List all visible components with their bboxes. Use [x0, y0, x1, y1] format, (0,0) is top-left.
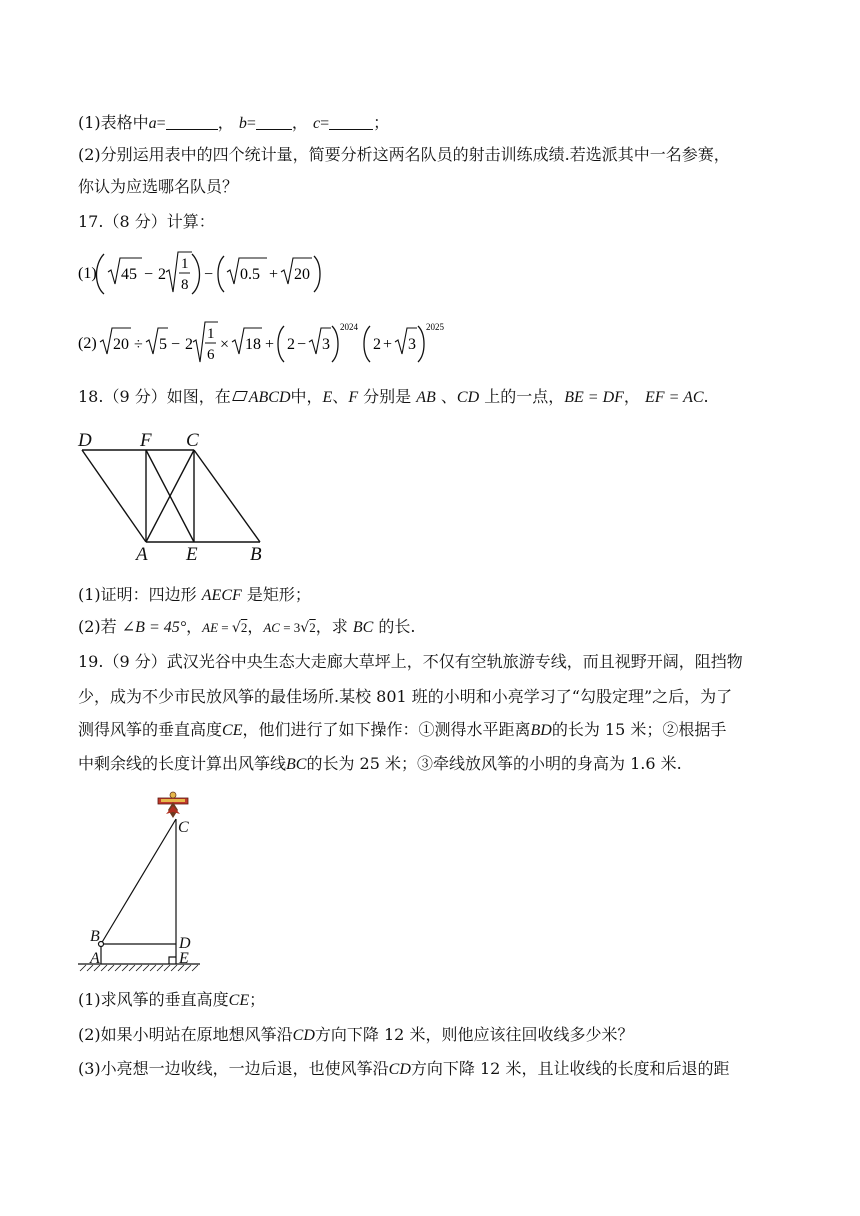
q19-p1-text: (1)求风筝的垂直高度	[78, 990, 229, 1009]
q18-cd: CD	[456, 389, 480, 406]
q17-p1-t4: 20	[294, 266, 310, 283]
q17-header: 17.（8 分）计算：	[78, 212, 215, 231]
paren-close	[332, 326, 338, 362]
q19-text: 的长为 15 米；②根据手	[551, 720, 727, 739]
kite-icon	[158, 792, 188, 818]
q19-line4	[78, 753, 682, 776]
label-c: C	[178, 819, 189, 836]
q19-line1: 19.（9 分）武汉光谷中央生态大走廊大草坪上，不仅有空轨旅游专线，而且视野开阔，阻挡物	[78, 652, 743, 671]
q19-line3	[78, 719, 726, 742]
q18-ef-ac: EF = AC	[645, 389, 704, 406]
q19-part1	[78, 989, 265, 1012]
q18-text: 上的一点，	[479, 387, 565, 406]
q19-bc: BC	[286, 756, 307, 773]
q18-be-df: BE = DF	[564, 389, 624, 406]
parallelogram-icon	[232, 391, 248, 401]
separator: ，	[217, 113, 234, 132]
label-e: E	[186, 544, 198, 564]
right-angle-mark	[169, 957, 176, 964]
blank-b[interactable]	[256, 113, 292, 130]
q18-ac: AC	[263, 620, 280, 635]
q19-ce: CE	[222, 722, 243, 739]
segment-cb	[194, 450, 260, 542]
q17-p2-b1-a: 2	[287, 336, 295, 353]
q17-p2-exp1: 2024	[340, 322, 358, 332]
paren-open	[278, 326, 284, 362]
separator: ，	[291, 113, 308, 132]
eq-sign: =	[246, 115, 256, 132]
label-a: A	[90, 950, 100, 967]
paren-close	[418, 326, 424, 362]
q18-aecf: AECF	[201, 587, 242, 604]
q17-p1-coef: 2	[158, 266, 166, 283]
eq-sign: =	[320, 115, 330, 132]
var-a: a	[148, 115, 157, 132]
minus-sign: −	[297, 336, 307, 353]
eq-sign: =	[156, 115, 166, 132]
q17-p1-t1: 45	[121, 266, 137, 283]
paren-close	[192, 254, 200, 294]
q19-cd: CD	[292, 1027, 315, 1044]
q17-p2-t2: 5	[159, 336, 167, 353]
q17-p1-den: 8	[181, 277, 189, 293]
q17-p1-t3: 0.5	[240, 266, 260, 283]
q17-expression-1	[78, 248, 378, 296]
q18-p2-text: ，	[186, 617, 203, 636]
q18-eq: =	[218, 620, 232, 635]
q19-text: 中剩余线的长度计算出风筝线	[78, 754, 287, 773]
q19-cd: CD	[388, 1061, 411, 1078]
q18-angle-b: ∠B = 45°	[121, 619, 187, 636]
q18-parallelogram-figure	[74, 428, 274, 564]
minus-sign: −	[171, 336, 181, 353]
q18-ac-value: 2	[309, 620, 316, 635]
q18-ab: AB	[416, 389, 436, 406]
q18-header-text: 18.（9 分）如图，在	[78, 387, 231, 406]
q18-p2-text: ，求	[315, 617, 353, 636]
q18-f: F	[348, 389, 359, 406]
minus-sign: −	[204, 266, 214, 283]
paren-open	[218, 256, 224, 292]
label-c: C	[186, 430, 199, 451]
q18-text: ，	[623, 387, 640, 406]
q17-p2-b2-a: 2	[373, 336, 381, 353]
q16-part1-prefix: (1)表格中	[78, 113, 149, 132]
q18-e: E	[322, 389, 333, 406]
q16-part2-line2: 你认为应选哪名队员？	[78, 177, 239, 196]
segment-da	[82, 450, 146, 542]
paren-open	[97, 254, 105, 294]
q18-p2-text: ，	[247, 617, 264, 636]
q18-text: .	[703, 387, 709, 406]
q17-p2-t4: 18	[245, 336, 261, 353]
q18-ae: AE	[202, 620, 219, 635]
q17-expression-2	[78, 318, 458, 366]
q19-p1-text: ；	[249, 990, 266, 1009]
q18-text: 中，	[290, 387, 323, 406]
sqrt-icon: √	[231, 620, 241, 636]
label-f: F	[140, 430, 152, 451]
kite-string-bc	[101, 819, 176, 944]
var-b: b	[238, 115, 247, 132]
label-e: E	[179, 950, 189, 967]
q18-part2	[78, 616, 415, 639]
q18-header	[78, 386, 709, 409]
q19-line2: 少，成为不少市民放风筝的最佳场所.某校 801 班的小明和小亮学习了“勾股定理”之后，为了	[78, 687, 733, 706]
q19-text: 的长为 25 米；③牵线放风筝的小明的身高为 1.6 米.	[306, 754, 682, 773]
q18-ae-value: 2	[240, 620, 248, 635]
q18-p1-text: 是矩形；	[241, 585, 311, 604]
plus-sign: +	[269, 266, 279, 283]
label-a: A	[136, 544, 148, 564]
plus-sign: +	[383, 336, 393, 353]
plus-sign: +	[265, 336, 275, 353]
minus-sign: −	[144, 266, 154, 283]
paren-close	[314, 256, 320, 292]
q19-part3	[78, 1058, 729, 1081]
q19-text: ，他们进行了如下操作：①测得水平距离	[242, 720, 531, 739]
sqrt-icon: √	[300, 620, 310, 636]
q17-p1-label: (1)	[78, 265, 97, 282]
q19-bd: BD	[530, 722, 552, 739]
paren-open	[364, 326, 370, 362]
q19-part2	[78, 1024, 633, 1047]
q17-p2-b1-b: 3	[322, 336, 330, 353]
q18-ac-coef: = 3	[279, 620, 301, 635]
q18-text: 、	[435, 387, 457, 406]
q18-part1	[78, 584, 311, 607]
label-b: B	[250, 544, 262, 564]
q17-p1-num: 1	[181, 256, 189, 272]
q17-p2-label: (2)	[78, 335, 97, 352]
q18-bc: BC	[352, 619, 374, 636]
q17-p2-t1: 20	[113, 336, 129, 353]
q19-kite-figure	[76, 788, 206, 974]
q17-p2-coef: 2	[185, 336, 193, 353]
q19-p2-text: (2)如果小明站在原地想风筝沿	[78, 1025, 293, 1044]
q19-p3-text: 方向下降 12 米，且让收线的长度和后退的距	[410, 1059, 730, 1078]
q16-part2-line1: (2)分别运用表中的四个统计量，简要分析这两名队员的射击训练成绩.若选派其中一名参赛，	[78, 145, 730, 164]
q19-ce: CE	[228, 992, 250, 1009]
times-sign: ×	[220, 336, 230, 353]
label-b: B	[90, 928, 100, 945]
q18-p2-text: 的长.	[373, 617, 416, 636]
blank-a[interactable]	[166, 113, 218, 130]
q17-p2-b2-b: 3	[408, 336, 416, 353]
blank-c[interactable]	[329, 113, 373, 130]
q18-text: 分别是	[358, 387, 417, 406]
q19-text: 测得风筝的垂直高度	[78, 720, 223, 739]
q19-p2-text: 方向下降 12 米，则他应该往回收线多少米？	[314, 1025, 634, 1044]
label-d: D	[179, 935, 191, 952]
divide-sign: ÷	[134, 336, 143, 353]
q19-p3-text: (3)小亮想一边收线，一边后退，也使风筝沿	[78, 1059, 389, 1078]
q18-p2-text: (2)若	[78, 617, 122, 636]
q18-text: 、	[332, 387, 349, 406]
q17-p2-num: 1	[207, 326, 215, 342]
q17-p2-exp2: 2025	[426, 322, 444, 332]
q16-part1	[78, 112, 389, 135]
var-c: c	[312, 115, 321, 132]
q18-abcd: ABCD	[248, 389, 291, 406]
q18-p1-text: (1)证明：四边形	[78, 585, 202, 604]
terminator: ；	[373, 113, 390, 132]
q17-p2-den: 6	[207, 347, 215, 363]
label-d: D	[78, 430, 92, 451]
